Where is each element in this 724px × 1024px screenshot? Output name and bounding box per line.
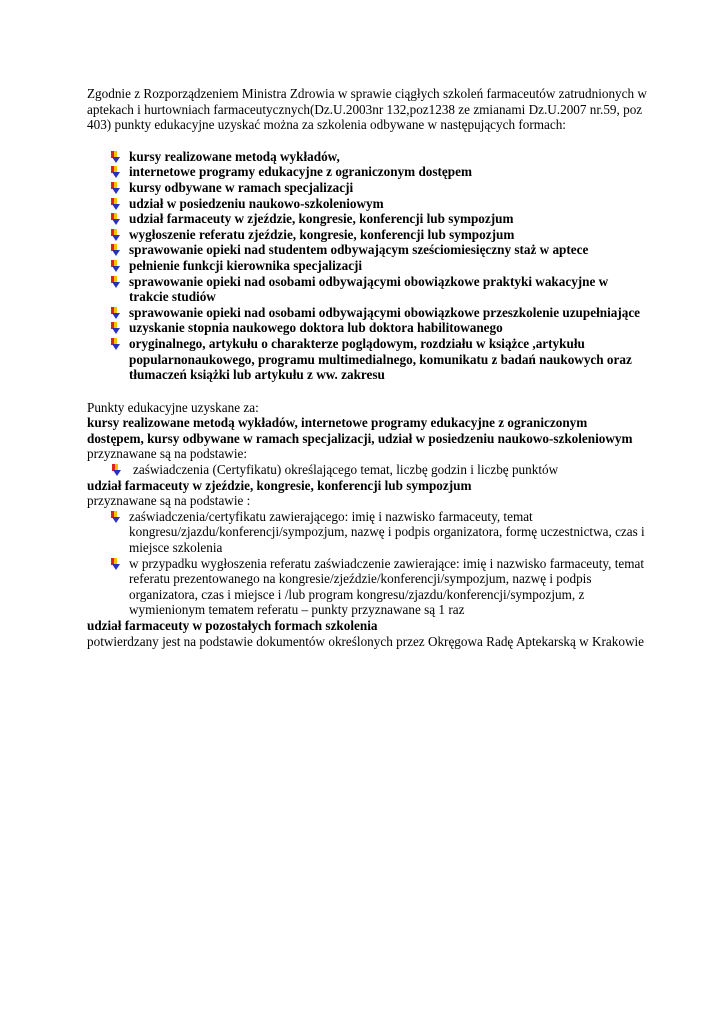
section1-heading: kursy realizowane metodą wykładów, internetowe programy edukacyjne z ograniczonym dostępem, kursy odbywane w ramach specjalizacji, udział w posiedzeniu naukowo-szkoleniowym [87, 415, 633, 446]
document-page [87, 86, 647, 649]
section2-list [87, 509, 647, 618]
list-item: zaświadczenia/certyfikatu zawierającego: imię i nazwisko farmaceuty, temat kongresu/zjazdu/konferencji/sympozjum, nazwę i podpis organizatora, formę uczestnictwa, czas i miejsce szkolenia [110, 509, 647, 556]
arrow-down-bullet-icon [111, 464, 123, 476]
arrow-down-bullet-icon [110, 260, 122, 272]
forms-list [87, 149, 647, 383]
arrow-down-bullet-icon [110, 276, 122, 288]
arrow-down-bullet-icon [110, 166, 122, 178]
arrow-down-bullet-icon [110, 151, 122, 163]
arrow-down-bullet-icon [110, 307, 122, 319]
list-item: oryginalnego, artykułu o charakterze poglądowym, rozdziału w książce ,artykułu popularnonaukowego, programu multimedialnego, komunikatu z badań naukowych oraz tłumaczeń książki lub artykułu z ww. zakresu [110, 336, 647, 383]
arrow-down-bullet-icon [110, 511, 122, 523]
section1-basis: przyznawane są na podstawie: [87, 446, 248, 462]
arrow-down-bullet-icon [110, 322, 122, 334]
list-item: internetowe programy edukacyjne z ograniczonym dostępem [110, 164, 647, 180]
list-item: wygłoszenie referatu zjeździe, kongresie, konferencji lub sympozjum [110, 227, 647, 243]
list-item: pełnienie funkcji kierownika specjalizacji [110, 258, 647, 274]
arrow-down-bullet-icon [110, 244, 122, 256]
arrow-down-bullet-icon [110, 558, 122, 570]
section2-heading: udział farmaceuty w zjeździe, kongresie, konferencji lub sympozjum [87, 477, 472, 493]
list-item: sprawowanie opieki nad studentem odbywającym sześciomiesięczny staż w aptece [110, 242, 647, 258]
arrow-down-bullet-icon [110, 229, 122, 241]
list-item: udział farmaceuty w zjeździe, kongresie, konferencji lub sympozjum [110, 211, 647, 227]
arrow-down-bullet-icon [110, 182, 122, 194]
list-item: uzyskanie stopnia naukowego doktora lub doktora habilitowanego [110, 320, 647, 336]
section1-list [87, 462, 647, 478]
section1-lead: Punkty edukacyjne uzyskane za: [87, 399, 259, 415]
arrow-down-bullet-icon [110, 213, 122, 225]
list-item: sprawowanie opieki nad osobami odbywającymi obowiązkowe praktyki wakacyjne w trakcie studiów [110, 274, 647, 305]
list-item: w przypadku wygłoszenia referatu zaświadczenie zawierające: imię i nazwisko farmaceuty, temat referatu prezentowanego na kongresie/zjeździe/konferencji/sympozjum, nazwę i podpis organizatora, czas i miejsce i /lub program kongresu/zjazdu/konferencji/sympozjum, z wymienionym tematem referatu – punkty przyznawane są 1 raz [110, 556, 647, 618]
section2-basis: przyznawane są na podstawie : [87, 493, 251, 509]
list-item: kursy odbywane w ramach specjalizacji [110, 180, 647, 196]
list-item: udział w posiedzeniu naukowo-szkoleniowym [110, 196, 647, 212]
intro-paragraph: Zgodnie z Rozporządzeniem Ministra Zdrowia w sprawie ciągłych szkoleń farmaceutów zatrudnionych w aptekach i hurtowniach farmaceutycznych(Dz.U.2003nr 132,poz1238 ze zmianami Dz.U.2007 nr.59, poz 403) punkty edukacyjne uzyskać można za szkolenia odbywane w następujących formach: [87, 86, 647, 133]
list-item: sprawowanie opieki nad osobami odbywającymi obowiązkowe przeszkolenie uzupełniające [110, 305, 647, 321]
section3-text: potwierdzany jest na podstawie dokumentów określonych przez Okręgowa Radę Aptekarską w Krakowie [87, 633, 644, 649]
arrow-down-bullet-icon [110, 338, 122, 350]
list-item: zaświadczenia (Certyfikatu) określającego temat, liczbę godzin i liczbę punktów [111, 462, 647, 478]
arrow-down-bullet-icon [110, 198, 122, 210]
section3-heading: udział farmaceuty w pozostałych formach szkolenia [87, 618, 378, 633]
list-item: kursy realizowane metodą wykładów, [110, 149, 647, 165]
